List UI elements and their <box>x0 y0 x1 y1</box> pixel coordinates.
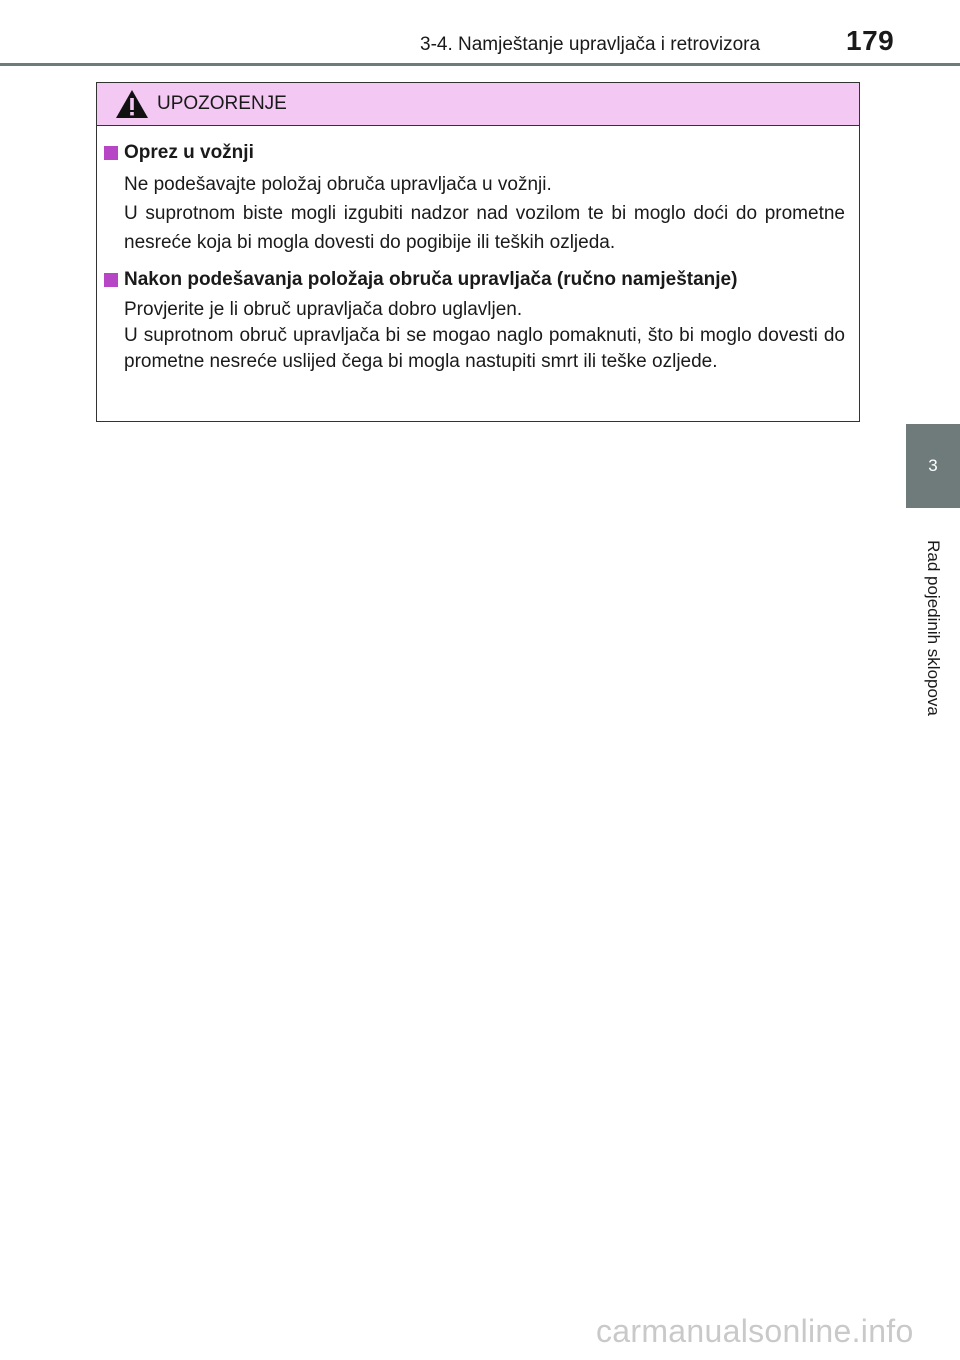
watermark: carmanualsonline.info <box>596 1313 914 1349</box>
chapter-number: 3 <box>928 456 938 475</box>
bullet-square-icon <box>104 273 118 287</box>
chapter-tab <box>906 424 960 508</box>
chapter-label: Rad pojedinih sklopova <box>924 540 943 716</box>
warning-section <box>104 269 845 375</box>
bullet-square-icon <box>104 146 118 160</box>
page-number: 179 <box>846 25 895 56</box>
section-heading-text: Oprez u vožnji <box>124 142 254 163</box>
warning-triangle-icon <box>115 89 149 119</box>
warning-body <box>97 126 859 375</box>
paragraph: U suprotnom obruč upravljača bi se mogao naglo pomaknuti, što bi moglo dovesti do prometne nesreće uslijed čega bi mogla nastupiti smrt ili teške ozljede. <box>124 325 845 372</box>
section-header-title: 3-4. Namještanje upravljača i retrovizora <box>420 34 761 55</box>
header-rule <box>0 63 960 66</box>
warning-box <box>96 82 860 422</box>
warning-section <box>104 142 845 257</box>
warning-title: UPOZORENJE <box>157 93 287 114</box>
section-heading-text: Nakon podešavanja položaja obruča upravljača (ručno namještanje) <box>124 269 738 290</box>
paragraph: Ne podešavajte položaj obruča upravljača u vožnji. <box>124 174 552 195</box>
paragraph: U suprotnom biste mogli izgubiti nadzor nad vozilom te bi moglo doći do prometne nesreće koja bi mogla dovesti do pogibije ili teških ozljeda. <box>124 203 845 253</box>
paragraph: Provjerite je li obruč upravljača dobro uglavljen. <box>124 299 523 320</box>
warning-header <box>97 83 859 126</box>
section-heading <box>104 269 845 291</box>
section-heading <box>104 142 845 164</box>
